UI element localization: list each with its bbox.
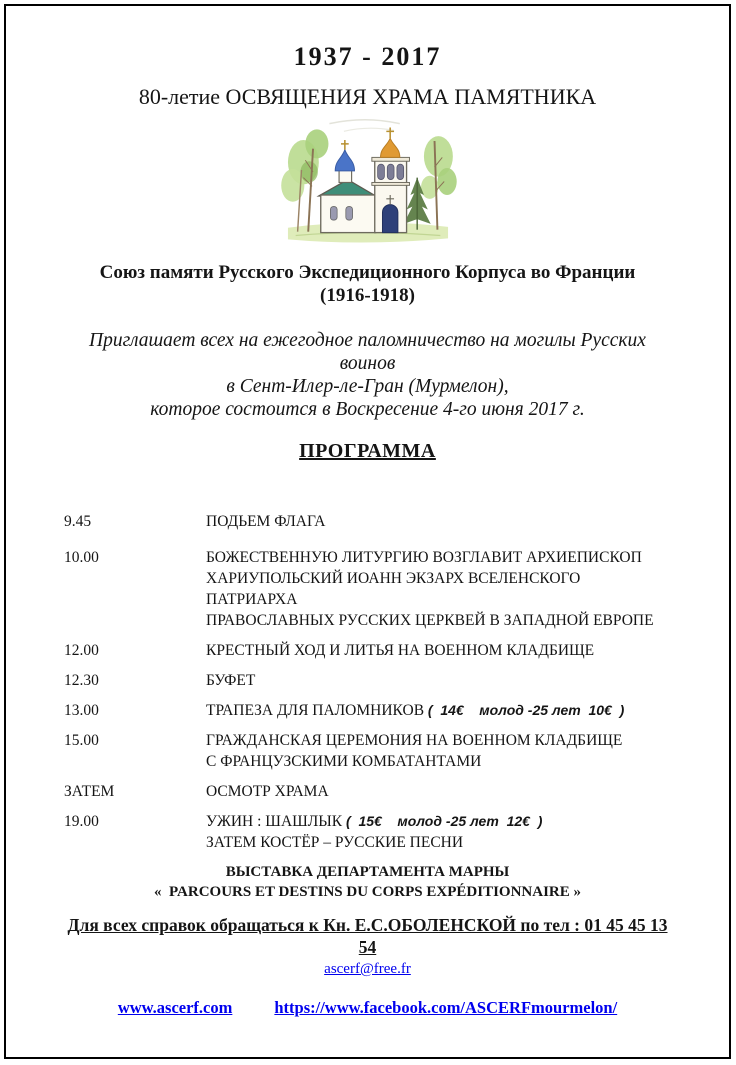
schedule-line: ПОДЬЕМ ФЛАГА [206, 513, 326, 530]
schedule-line: КРЕСТНЫЙ ХОД И ЛИТЬЯ НА ВОЕННОМ КЛАДБИЩЕ [206, 642, 595, 659]
schedule-line: ЗАТЕМ КОСТЁР – РУССКИЕ ПЕСНИ [206, 834, 464, 851]
organization-name: Союз памяти Русского Экспедиционного Корпуса во Франции [99, 262, 636, 283]
schedule-line: ХАРИУПОЛЬСКИЙ ИОАНН ЭКЗАРХ ВСЕЛЕНСКОГО ПАТРИАРХА [206, 570, 581, 608]
contact-block [64, 914, 671, 979]
church-watercolor-icon [273, 114, 463, 249]
subtitle: 80-летие ОСВЯЩЕНИЯ ХРАМА ПАМЯТНИКА [138, 84, 597, 109]
schedule-row [64, 640, 671, 661]
exhibition-title: ВЫСТАВКА ДЕПАРТАМЕНТА МАРНЫ [225, 864, 510, 880]
schedule-time: 19.00 [64, 813, 99, 830]
links-row [64, 997, 671, 1018]
invitation-line: которое состоится в Воскресение 4-го июня 2017 г. [150, 399, 585, 420]
schedule-line: С ФРАНЦУЗСКИМИ КОМБАТАНТАМИ [206, 753, 482, 770]
schedule-time: 12.00 [64, 642, 99, 659]
schedule-line: БУФЕТ [206, 672, 256, 689]
schedule-row [64, 511, 671, 532]
schedule-time: 9.45 [64, 513, 92, 530]
schedule-time: 13.00 [64, 702, 99, 719]
schedule-line: УЖИН : ШАШЛЫК ( 15€ молод -25 лет 12€ ) [206, 813, 543, 830]
exhibition-subtitle: « PARCOURS ET DESTINS DU CORPS EXPÉDITIONNAIRE » [153, 884, 582, 900]
invitation-line: Приглашает всех на ежегодное паломничество на могилы Русских воинов [89, 330, 646, 374]
schedule-line: ТРАПЕЗА ДЛЯ ПАЛОМНИКОВ ( 14€ молод -25 лет 10€ ) [206, 702, 625, 719]
schedule-desc [206, 730, 671, 772]
title-years: 1937 - 2017 [293, 42, 442, 71]
organization-block [64, 261, 671, 307]
schedule-row [64, 547, 671, 631]
schedule-line: ПРАВОСЛАВНЫХ РУССКИХ ЦЕРКВЕЙ В ЗАПАДНОЙ ЕВРОПЕ [206, 612, 654, 629]
contact-info: Для всех справок обращаться к Кн. Е.С.ОБОЛЕНСКОЙ по тел : 01 45 45 13 54 [67, 915, 668, 957]
schedule-desc [206, 700, 671, 721]
schedule-line: ОСМОТР ХРАМА [206, 783, 329, 800]
schedule-row [64, 730, 671, 772]
schedule-time: 12.30 [64, 672, 99, 689]
schedule-row [64, 700, 671, 721]
church-illustration [64, 114, 671, 249]
schedule-desc [206, 640, 671, 661]
exhibition-block [64, 862, 671, 902]
schedule-desc [206, 547, 671, 631]
schedule-row [64, 670, 671, 691]
schedule-desc [206, 811, 671, 853]
program-schedule [64, 511, 671, 853]
schedule-time: 10.00 [64, 549, 99, 566]
page-border [4, 4, 731, 1059]
schedule-line: ГРАЖДАНСКАЯ ЦЕРЕМОНИЯ НА ВОЕННОМ КЛАДБИЩЕ [206, 732, 623, 749]
organization-years: (1916-1918) [320, 285, 415, 306]
schedule-desc [206, 670, 671, 691]
schedule-row [64, 811, 671, 853]
price-note: ( 15€ молод -25 лет 12€ ) [346, 813, 543, 829]
invitation-line: в Сент-Илер-ле-Гран (Мурмелон), [226, 376, 509, 397]
schedule-time: ЗАТЕМ [64, 783, 115, 800]
program-heading: ПРОГРАММА [299, 440, 436, 462]
price-note: ( 14€ молод -25 лет 10€ ) [427, 702, 625, 718]
schedule-desc [206, 781, 671, 802]
facebook-link[interactable]: https://www.facebook.com/ASCERFmourmelon/ [274, 998, 618, 1017]
schedule-row [64, 781, 671, 802]
website-link[interactable]: www.ascerf.com [117, 998, 233, 1017]
email-link[interactable]: ascerf@free.fr [324, 961, 411, 977]
schedule-desc [206, 511, 671, 532]
schedule-line: БОЖЕСТВЕННУЮ ЛИТУРГИЮ ВОЗГЛАВИТ АРХИЕПИСКОП [206, 549, 642, 566]
invitation-block [64, 329, 671, 421]
schedule-time: 15.00 [64, 732, 99, 749]
